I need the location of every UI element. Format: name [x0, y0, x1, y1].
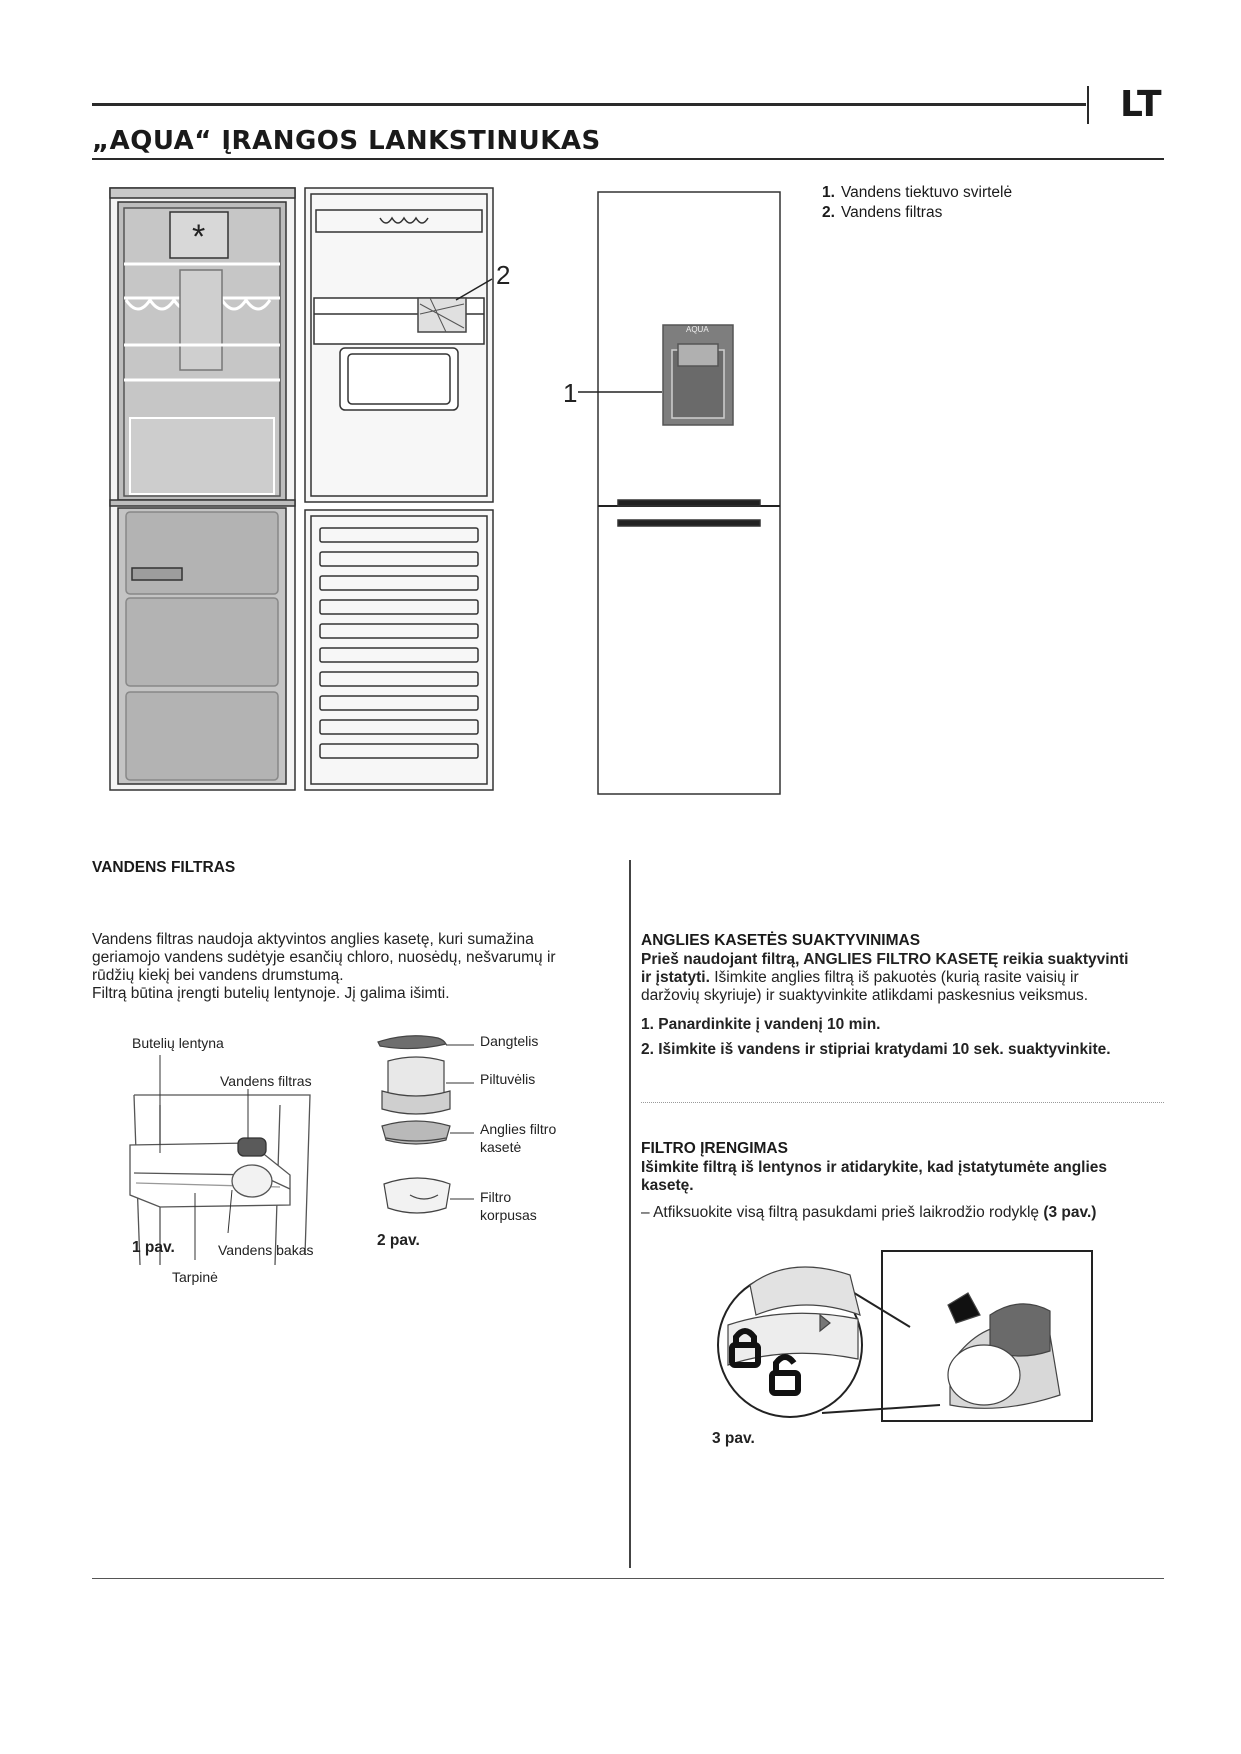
fig1-caption: 1 pav. — [132, 1239, 175, 1256]
legend-item: 2. Vandens filtras — [822, 204, 943, 221]
activation-step-2: 2. Išimkite iš vandens ir stipriai kratydami 10 sek. suaktyvinkite. — [641, 1041, 1111, 1058]
fig3-caption: 3 pav. — [712, 1430, 755, 1447]
page-title: „AQUA“ ĮRANGOS LANKSTINUKAS — [92, 126, 601, 156]
water-filter-heading: VANDENS FILTRAS — [92, 859, 236, 876]
fig2-label-cartridge: Anglies filtro kasetė — [480, 1121, 557, 1155]
header-top-rule — [92, 103, 1086, 106]
water-filter-paragraph: Vandens filtras naudoja aktyvintos anglies kasetę, kuri sumažina geriamojo vandens sudėtyje esančių chloro, nuosėdų, nešvarumų ir rūdžių kiekį bei vandens drumstumą. Filtrą būtina įrengti butelių lentynoje. Jį galima išimti. — [92, 931, 556, 1002]
header-lang-divider — [1087, 86, 1089, 124]
figure-2-filter-parts — [370, 1025, 490, 1235]
section-separator — [641, 1102, 1164, 1103]
installation-text: Išimkite filtrą iš lentynos ir atidarykite, kad įstatytumėte anglies kasetę. — [641, 1159, 1108, 1194]
fig2-label-lid: Dangtelis — [480, 1033, 539, 1049]
activation-text: Prieš naudojant filtrą, ANGLIES FILTRO KASETĘ reikia suaktyvinti ir įstatyti. Išimkite anglies filtrą iš pakuotės (kurią rasite vaisių ir daržovių skyriuje) ir suaktyvinkite atlikdami paskesnius veiksmus. — [641, 951, 1129, 1004]
legend-item: 1. Vandens tiektuvo svirtelė — [822, 184, 1013, 201]
dispenser-brand: AQUA — [686, 325, 709, 334]
activation-heading: ANGLIES KASETĖS SUAKTYVINIMAS — [641, 932, 921, 949]
header-bottom-rule — [92, 158, 1164, 160]
fig1-label-filter: Vandens filtras — [220, 1073, 312, 1089]
activation-step-1: 1. Panardinkite į vandenį 10 min. — [641, 1016, 881, 1033]
fig1-label-shelf: Butelių lentyna — [132, 1035, 224, 1051]
legend — [822, 183, 1152, 223]
callout-1-label: 1 — [563, 378, 578, 408]
fig1-label-gasket: Tarpinė — [172, 1269, 218, 1285]
fig2-label-housing: Filtro korpusas — [480, 1189, 537, 1223]
installation-heading: FILTRO ĮRENGIMAS — [641, 1140, 788, 1157]
fridge-diagram — [100, 180, 800, 800]
fig2-label-funnel: Piltuvėlis — [480, 1071, 536, 1087]
installation-instruction: – Atfiksuokite visą filtrą pasukdami prieš laikrodžio rodyklę (3 pav.) — [641, 1204, 1097, 1221]
fig1-label-tank: Vandens bakas — [218, 1242, 314, 1258]
svg-text:*: * — [192, 218, 206, 256]
column-divider — [629, 860, 631, 1568]
footer-rule — [92, 1578, 1164, 1579]
fig2-caption: 2 pav. — [377, 1232, 420, 1249]
language-code: LT — [1120, 84, 1162, 125]
callout-2-label: 2 — [496, 260, 511, 290]
figure-3-filter-lock — [710, 1245, 1100, 1425]
